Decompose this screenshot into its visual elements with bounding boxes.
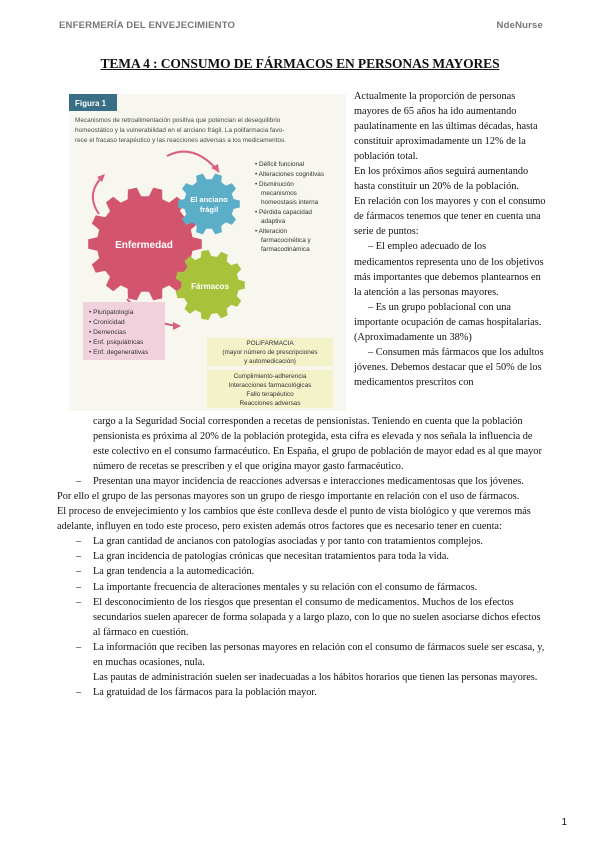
polifarmacia-line: POLIFARMACIA: [246, 340, 294, 347]
caption-line: homeostático y la vulnerabilidad en el anciano frágil. La polifarmacia favo-: [75, 127, 285, 134]
factor-item: [57, 580, 545, 595]
figure-diagram: [69, 94, 346, 411]
paragraph: Las pautas de administración suelen ser inadecuadas a los hábitos horarios que tienen las personas mayores.: [93, 671, 538, 683]
bullet-item: – El empleo adecuado de los medicamentos representa uno de los objetivos más importantes que debemos plantearnos en la atención a las personas mayores.: [354, 241, 544, 298]
factor-text: La gran tendencia a la automedicación.: [93, 566, 255, 578]
list-item: • Disminución: [255, 181, 294, 188]
caption-line: rece el fracaso terapéutico y las reacciones adversas a los medicamentos.: [75, 137, 286, 144]
running-header-left: ENFERMERÍA DEL ENVEJECIMIENTO: [59, 20, 236, 31]
figure-1: [69, 94, 346, 411]
gear-farmacos-label: Fármacos: [191, 282, 229, 291]
list-item: • Alteración: [255, 228, 288, 235]
dash: –: [76, 581, 82, 593]
polifarmacia-line: (mayor número de prescripciones: [222, 349, 318, 356]
consecuencias-line: Reacciones adversas: [239, 400, 301, 407]
list-item: • Pluripatología: [89, 309, 134, 316]
polifarmacia-line: y automedicación): [244, 358, 296, 365]
paragraph: En relación con los mayores y con el consumo de fármacos tenemos que tener en cuenta una serie de puntos:: [354, 196, 546, 238]
list-item: farmacodinámica: [261, 246, 310, 253]
gear-anciano-label: frágil: [199, 205, 219, 214]
dash: –: [76, 551, 82, 563]
page-number: 1: [561, 817, 567, 828]
bullet-item: – Consumen más fármacos que los adultos jóvenes. Debemos destacar que el 50% de los medicamentos prescritos con: [354, 346, 544, 388]
list-item: • Alteraciones cognitivas: [255, 171, 325, 178]
factor-item: [57, 685, 545, 700]
list-item: • Cronicidad: [89, 319, 125, 326]
factor-item: [57, 640, 545, 670]
factor-item: [57, 595, 545, 640]
paragraph: cargo a la Seguridad Social corresponden a recetas de pensionistas. Teniendo en cuenta que la población pensionista es próxima al 20% de la población protegida, esta cifra es elevada y nos señala la influencia de este colectivo en el consumo farmacéutico. En España, el grupo de población de mayor edad es al que mayor número de recetas se prescriben y el que origina mayor gasto farmacéutico.: [93, 416, 542, 473]
factor-item: [57, 534, 545, 549]
bullet-item: [57, 474, 545, 489]
factor-text: La gran incidencia de patologías crónicas que necesitan tratamientos para toda la vida.: [93, 551, 449, 563]
factor-text: La importante frecuencia de alteraciones mentales y su relación con el consumo de fármacos.: [93, 581, 478, 593]
dash: –: [76, 686, 82, 698]
list-item: • Enf. psiquiátricas: [89, 339, 144, 346]
gear-anciano-label: El anciano: [190, 195, 228, 204]
running-header-right: NdeNurse: [496, 20, 543, 31]
consecuencias-line: Interacciones farmacológicas: [228, 382, 312, 389]
dash: –: [76, 476, 82, 488]
bullet-text: Presentan una mayor incidencia de reacciones adversas e interacciones medicamentosas que los jóvenes.: [93, 476, 524, 488]
paragraph: El proceso de envejecimiento y los cambios que éste conlleva desde el punto de vista biológico y que veremos más adelante, influyen en todo este proceso, pero existen además otros factores que es necesario tener en cuenta:: [57, 506, 531, 533]
factor-text: La información que reciben las personas mayores en relación con el consumo de fármacos suele ser escasa, y, en muchas ocasiones, nula.: [93, 641, 545, 668]
caption-line: Mecanismos de retroalimentación positiva que potencian el desequilibrio: [75, 117, 281, 124]
figure-label: Figura 1: [75, 99, 107, 108]
dash: –: [76, 641, 82, 653]
consecuencias-line: Fallo terapéutico: [246, 391, 294, 398]
factor-text: La gran cantidad de ancianos con patologías asociadas y por tanto con tratamientos complejos.: [93, 536, 484, 548]
list-item: • Déficit funcional: [255, 161, 305, 168]
dash: –: [76, 596, 82, 608]
paragraph: Actualmente la proporción de personas mayores de 65 años ha ido aumentando paulatinamente en las últimas décadas, hasta constituir aproximadamente un 12% de la población total.: [354, 91, 538, 163]
paragraph: En los próximos años seguirá aumentando hasta constituir un 20% de la población.: [354, 166, 529, 193]
main-text: [57, 414, 545, 700]
gear-enfermedad-label: Enfermedad: [115, 240, 173, 251]
factor-text: La gratuidad de los fármacos para la población mayor.: [93, 686, 317, 698]
page-title: TEMA 4 : CONSUMO DE FÁRMACOS EN PERSONAS MAYORES: [100, 56, 500, 71]
list-item: mecanismos: [261, 190, 297, 197]
list-item: • Pérdida capacidad: [255, 209, 312, 216]
factor-item: [57, 549, 545, 564]
paragraph: Por ello el grupo de las personas mayores son un grupo de riesgo importante en relación con el uso de fármacos.: [57, 491, 520, 503]
list-item: • Enf. degenerativas: [89, 349, 149, 356]
list-item: farmacocinética y: [261, 237, 311, 244]
right-column-text: [354, 89, 546, 390]
bullet-item: – Es un grupo poblacional con una importante ocupación de camas hospitalarias. (Aproximadamente un 38%): [354, 301, 542, 343]
list-item: homeostasis interna: [261, 199, 319, 206]
dash: –: [76, 566, 82, 578]
dash: –: [76, 536, 82, 548]
list-item: adaptiva: [261, 218, 286, 225]
factor-item: [57, 564, 545, 579]
list-item: • Demencias: [89, 329, 127, 336]
figure-caption: [75, 117, 286, 144]
consecuencias-line: Cumplimiento-adherencia: [233, 373, 307, 380]
factor-text: El desconocimiento de los riesgos que presentan el consumo de medicamentos. Muchos de los efectos secundarios suelen aparecer de forma solapada y a largo plazo, con lo que no suelen asociarse dichos efectos al fármaco en cuestión.: [93, 596, 541, 638]
